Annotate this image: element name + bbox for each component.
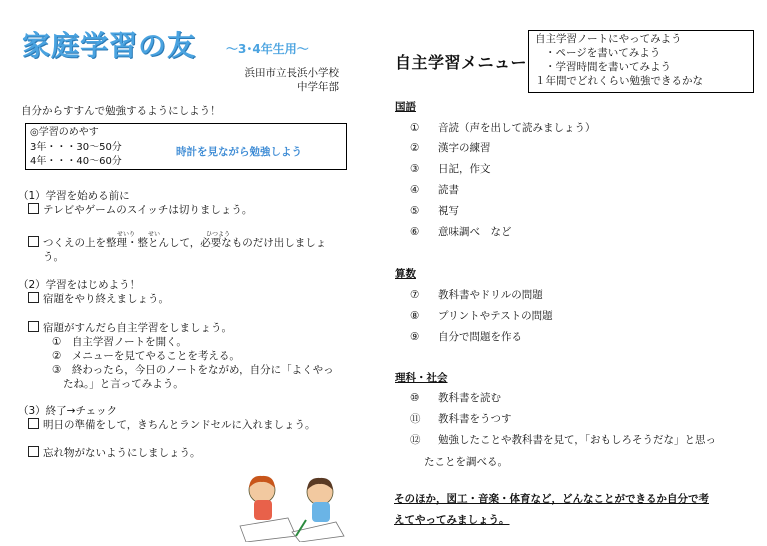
ruby-sei: せい [148, 231, 161, 238]
footer-line-1: そのほか，図工・音楽・体育など，どんなことができるか自分で考 [394, 493, 709, 505]
menu-title: 自主学習メニュー [395, 53, 528, 72]
note-line-1: 自主学習ノートにやってみよう [535, 33, 682, 45]
section2-step-3: ③ 終わったら，今日のノートをながめ，自分に「よくやっ [52, 364, 334, 376]
checkbox-icon [28, 418, 39, 429]
math-item-1: ⑦ 教科書やドリルの問題 [410, 289, 543, 301]
math-item-2: ⑧ プリントやテストの問題 [410, 310, 553, 322]
children-studying-illustration [236, 470, 346, 542]
checkbox-icon [28, 321, 39, 332]
note-line-3: ・学習時間を書いてみよう [545, 61, 671, 73]
guide-grade3: 3年・・・30～50分 [30, 142, 122, 153]
section3-title: （3）終了→チェック [18, 405, 118, 417]
section1-item-2: つくえの上を整理・整とんして，必要なものだけ出しましょ [28, 236, 326, 251]
section-japanese: 国語 [395, 101, 416, 113]
page-subtitle: ～3･4年生用～ [226, 42, 309, 56]
math-item-3: ⑨ 自分で問題を作る [410, 331, 522, 343]
guide-clock-note: 時計を見ながら勉強しよう [176, 146, 302, 158]
section3-item-1: 明日の準備をして，きちんとランドセルに入れましょう。 [28, 418, 315, 433]
japanese-item-5: ⑤ 視写 [410, 205, 459, 217]
japanese-item-6: ⑥ 意味調べ など [410, 226, 512, 238]
checkbox-icon [28, 446, 39, 457]
guide-heading: ◎学習のめやす [30, 127, 99, 138]
ruby-seiri: せいり [117, 231, 136, 238]
guide-box [25, 123, 347, 170]
section-math: 算数 [395, 268, 416, 280]
section2-step-3-cont: たね。」と言ってみよう。 [63, 378, 184, 390]
guide-grade4: 4年・・・40～60分 [30, 156, 122, 167]
section1-title: （1）学習を始める前に [18, 190, 130, 202]
checkbox-icon [28, 236, 39, 247]
note-line-4: １年間でどれくらい勉強できるかな [535, 75, 703, 87]
section3-item-2: 忘れ物がないようにしましょう。 [28, 446, 201, 461]
section2-item-2: 宿題がすんだら自主学習をしましょう。 [28, 321, 232, 336]
intro-text: 自分からすすんで勉強するようにしよう！ [21, 105, 221, 117]
notebook-note-box [528, 30, 754, 93]
japanese-item-1: ① 音読（声を出して読みましょう） [410, 122, 596, 134]
science-item-3-cont: たことを調べる。 [424, 456, 508, 468]
science-item-2: ⑪ 教科書をうつす [410, 413, 512, 425]
section1-item-2-cont: う。 [43, 251, 64, 263]
section2-step-2: ② メニューを見てやることを考える。 [52, 350, 240, 362]
department-name: 中学年部 [297, 81, 339, 93]
section-science-social: 理科・社会 [395, 372, 448, 384]
japanese-item-3: ③ 日記，作文 [410, 163, 491, 175]
section2-step-1: ① 自主学習ノートを開く。 [52, 336, 187, 348]
checkbox-icon [28, 292, 39, 303]
checkbox-icon [28, 203, 39, 214]
section2-title: （2）学習をはじめよう！ [18, 279, 141, 291]
ruby-hitsuyou: ひつよう [206, 231, 231, 238]
note-line-2: ・ページを書いてみよう [545, 47, 661, 59]
section1-item-1: テレビやゲームのスイッチは切りましょう。 [28, 203, 252, 218]
japanese-item-4: ④ 読書 [410, 184, 459, 196]
school-name: 浜田市立長浜小学校 [244, 67, 339, 79]
page-title: 家庭学習の友 [22, 29, 197, 62]
footer-line-2: えてやってみましょう。 [394, 514, 510, 526]
section2-item-1: 宿題をやり終えましょう。 [28, 292, 169, 307]
science-item-1: ⑩ 教科書を読む [410, 392, 501, 404]
science-item-3: ⑫ 勉強したことや教科書を見て，「おもしろそうだな」と思っ [410, 434, 717, 446]
japanese-item-2: ② 漢字の練習 [410, 142, 491, 154]
